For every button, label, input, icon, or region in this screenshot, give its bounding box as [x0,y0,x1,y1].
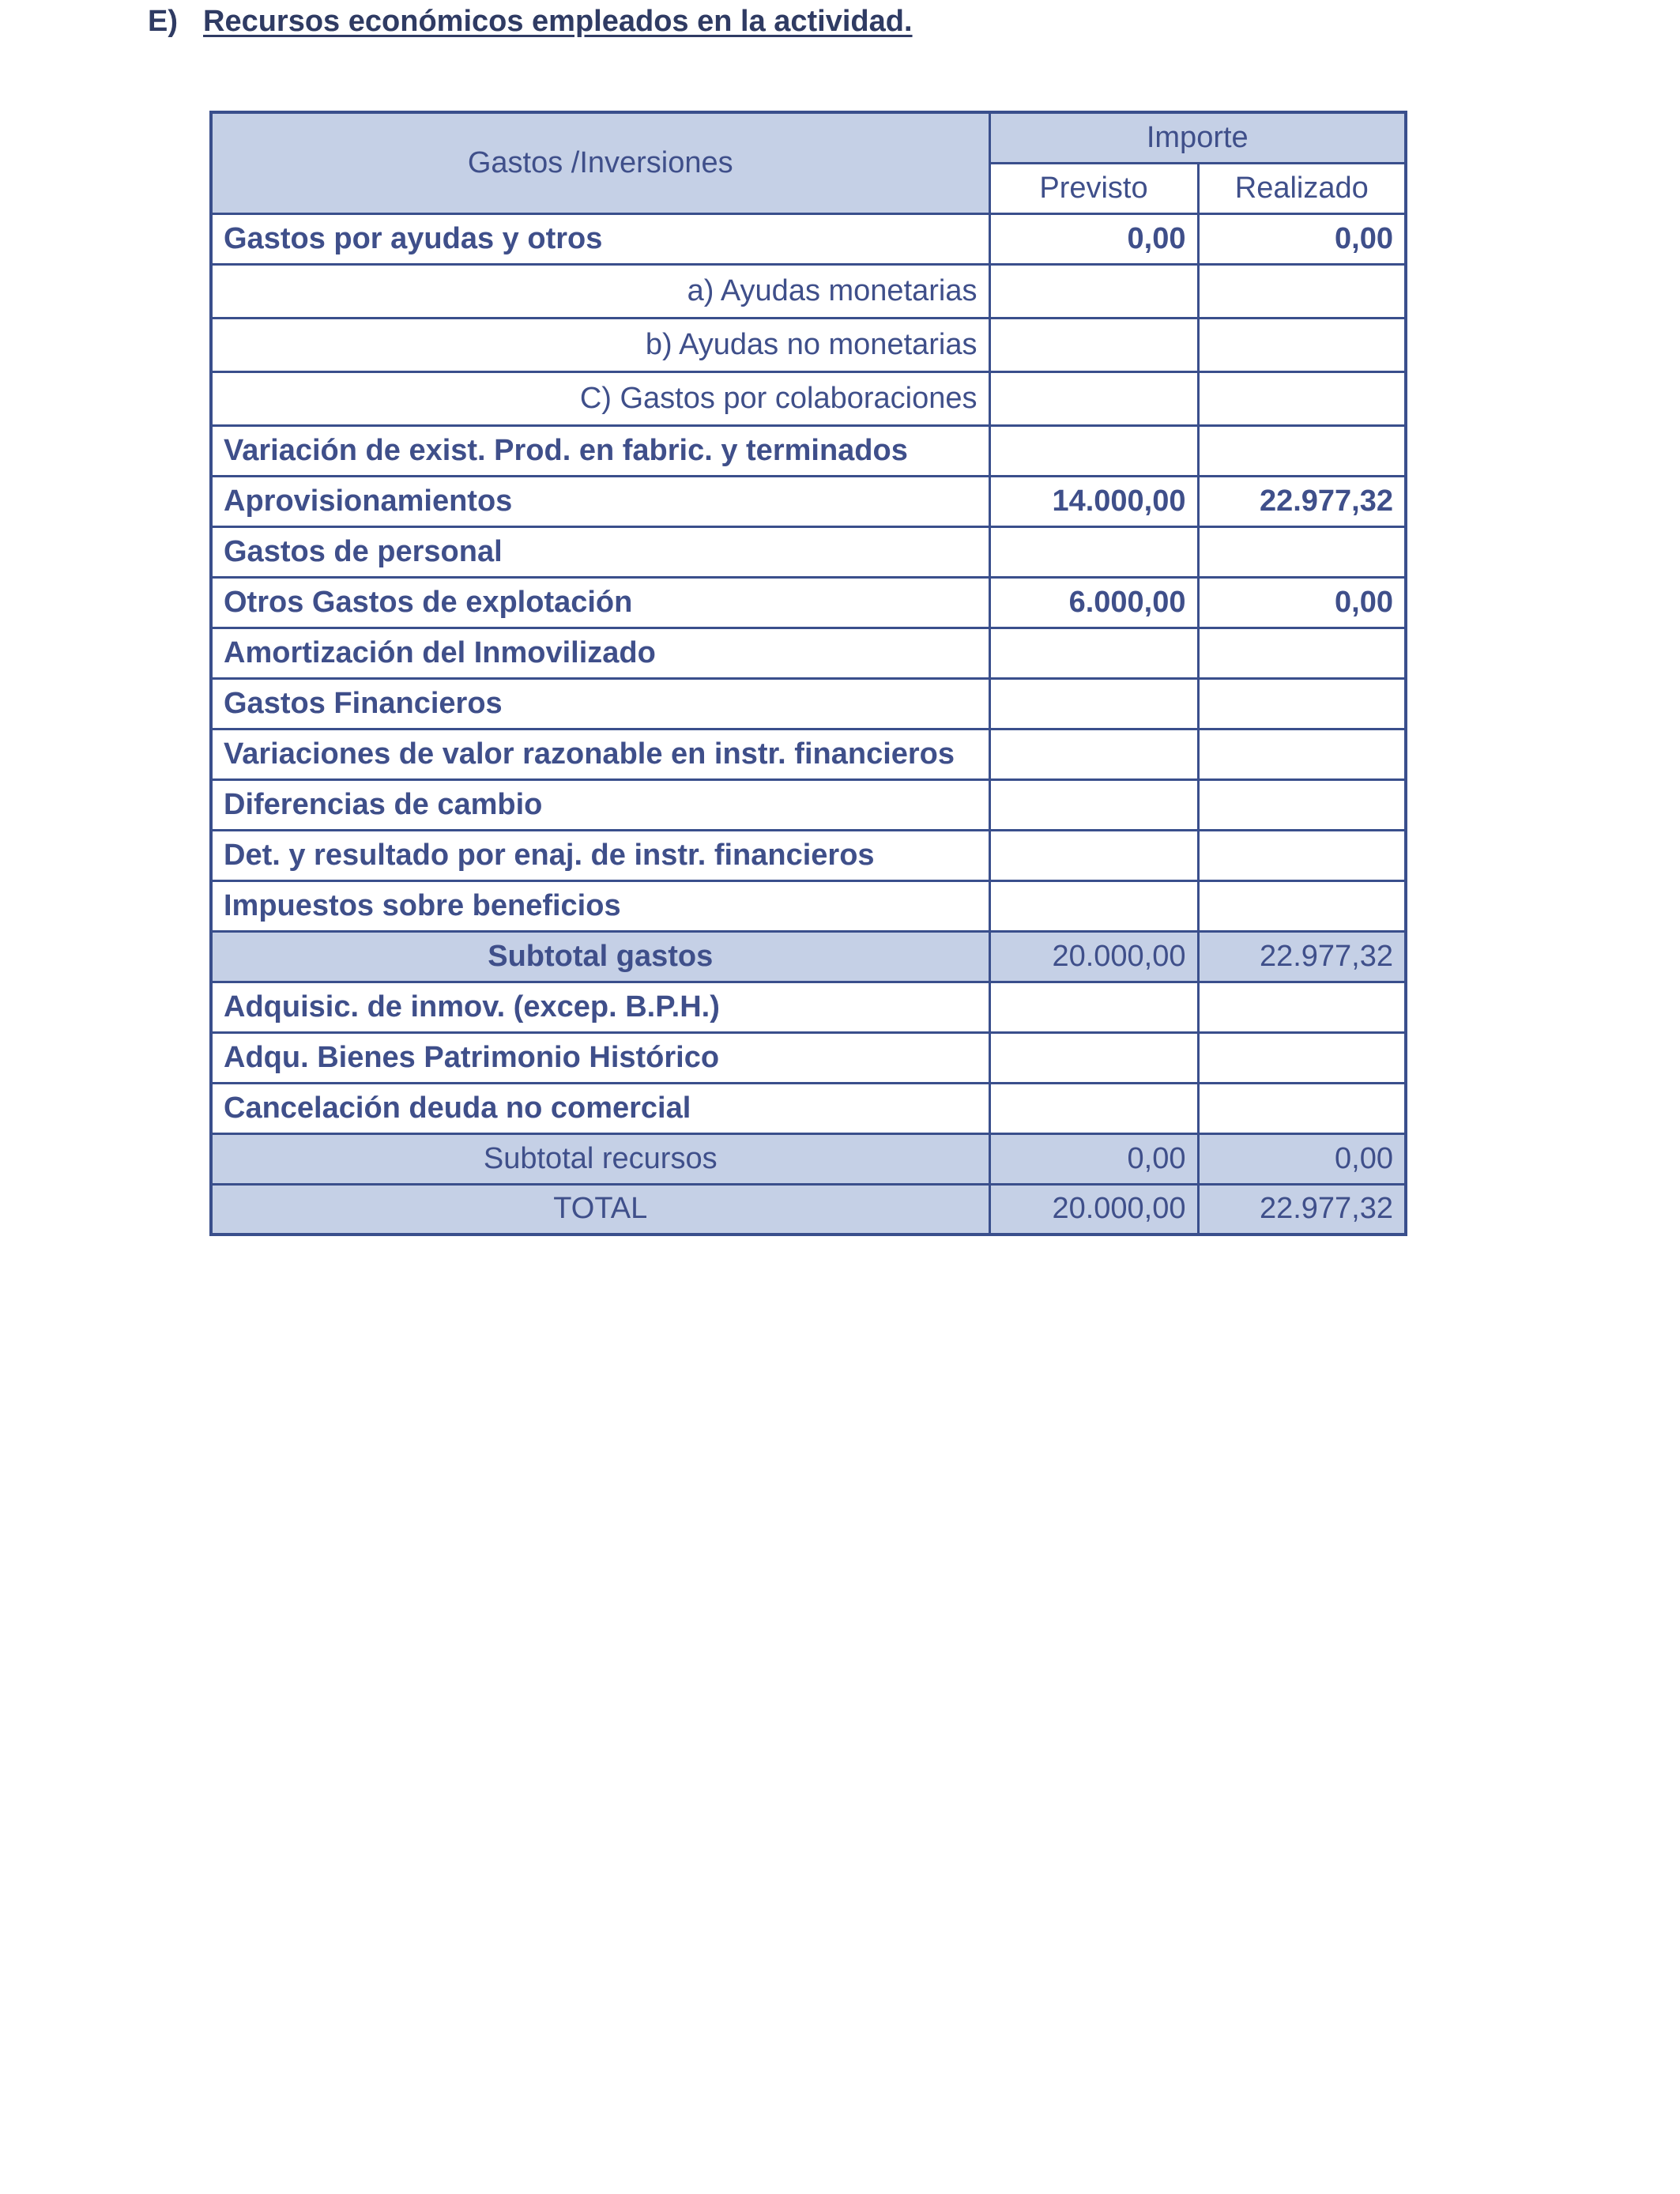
total-previsto: 20.000,00 [989,1184,1198,1235]
row-realizado: 22.977,32 [1198,476,1406,526]
row-previsto [989,526,1198,577]
subtotal-recursos-label: Subtotal recursos [211,1133,989,1184]
row-previsto [989,264,1198,318]
row-label: Amortización del Inmovilizado [211,628,989,678]
row-previsto [989,830,1198,880]
header-previsto: Previsto [989,163,1198,213]
subtotal-recursos-realizado: 0,00 [1198,1133,1406,1184]
table-row [211,577,1406,628]
section-heading [148,5,913,39]
row-previsto: 0,00 [989,213,1198,264]
row-previsto: 14.000,00 [989,476,1198,526]
subtotal-recursos-row [211,1133,1406,1184]
row-label: C) Gastos por colaboraciones [211,371,989,425]
table-row [211,1083,1406,1133]
header-importe: Importe [989,112,1406,163]
row-realizado [1198,830,1406,880]
row-label: Impuestos sobre beneficios [211,880,989,931]
row-previsto [989,880,1198,931]
section-letter: E) [148,5,178,38]
row-label: Gastos Financieros [211,678,989,729]
table-row [211,371,1406,425]
subtotal-gastos-previsto: 20.000,00 [989,931,1198,982]
table-row [211,318,1406,371]
subtotal-recursos-previsto: 0,00 [989,1133,1198,1184]
row-realizado [1198,982,1406,1032]
table-row [211,678,1406,729]
row-realizado: 0,00 [1198,213,1406,264]
row-previsto [989,371,1198,425]
row-label: Adqu. Bienes Patrimonio Histórico [211,1032,989,1083]
table-row [211,779,1406,830]
row-realizado: 0,00 [1198,577,1406,628]
table-row [211,476,1406,526]
row-realizado [1198,678,1406,729]
row-label: Diferencias de cambio [211,779,989,830]
resources-table [209,111,1407,1236]
row-realizado [1198,779,1406,830]
row-label: Variaciones de valor razonable en instr. financieros [211,729,989,779]
row-label: Aprovisionamientos [211,476,989,526]
table-row [211,1032,1406,1083]
row-previsto [989,1032,1198,1083]
row-label: Gastos de personal [211,526,989,577]
row-previsto [989,779,1198,830]
subtotal-gastos-label: Subtotal gastos [211,931,989,982]
table-row [211,526,1406,577]
row-previsto [989,425,1198,476]
row-previsto: 6.000,00 [989,577,1198,628]
row-label: Otros Gastos de explotación [211,577,989,628]
section-title: Recursos económicos empleados en la actividad. [203,5,913,38]
row-realizado [1198,1032,1406,1083]
table-row [211,264,1406,318]
row-previsto [989,1083,1198,1133]
row-label: Det. y resultado por enaj. de instr. financieros [211,830,989,880]
row-realizado [1198,880,1406,931]
table-row [211,830,1406,880]
row-label: Gastos por ayudas y otros [211,213,989,264]
row-realizado [1198,264,1406,318]
total-row [211,1184,1406,1235]
row-realizado [1198,425,1406,476]
row-realizado [1198,318,1406,371]
row-realizado [1198,371,1406,425]
subtotal-gastos-row [211,931,1406,982]
table-row [211,628,1406,678]
row-realizado [1198,729,1406,779]
total-label: TOTAL [211,1184,989,1235]
row-label: Variación de exist. Prod. en fabric. y terminados [211,425,989,476]
row-label: Cancelación deuda no comercial [211,1083,989,1133]
table-row [211,729,1406,779]
table-row [211,880,1406,931]
row-previsto [989,982,1198,1032]
row-previsto [989,628,1198,678]
row-previsto [989,678,1198,729]
row-label: Adquisic. de inmov. (excep. B.P.H.) [211,982,989,1032]
row-label: b) Ayudas no monetarias [211,318,989,371]
row-label: a) Ayudas monetarias [211,264,989,318]
table-row [211,425,1406,476]
row-previsto [989,318,1198,371]
subtotal-gastos-realizado: 22.977,32 [1198,931,1406,982]
total-realizado: 22.977,32 [1198,1184,1406,1235]
header-gastos-inversiones: Gastos /Inversiones [211,112,989,213]
row-realizado [1198,628,1406,678]
row-realizado [1198,526,1406,577]
row-previsto [989,729,1198,779]
table-row [211,982,1406,1032]
row-realizado [1198,1083,1406,1133]
header-realizado: Realizado [1198,163,1406,213]
table-row [211,213,1406,264]
